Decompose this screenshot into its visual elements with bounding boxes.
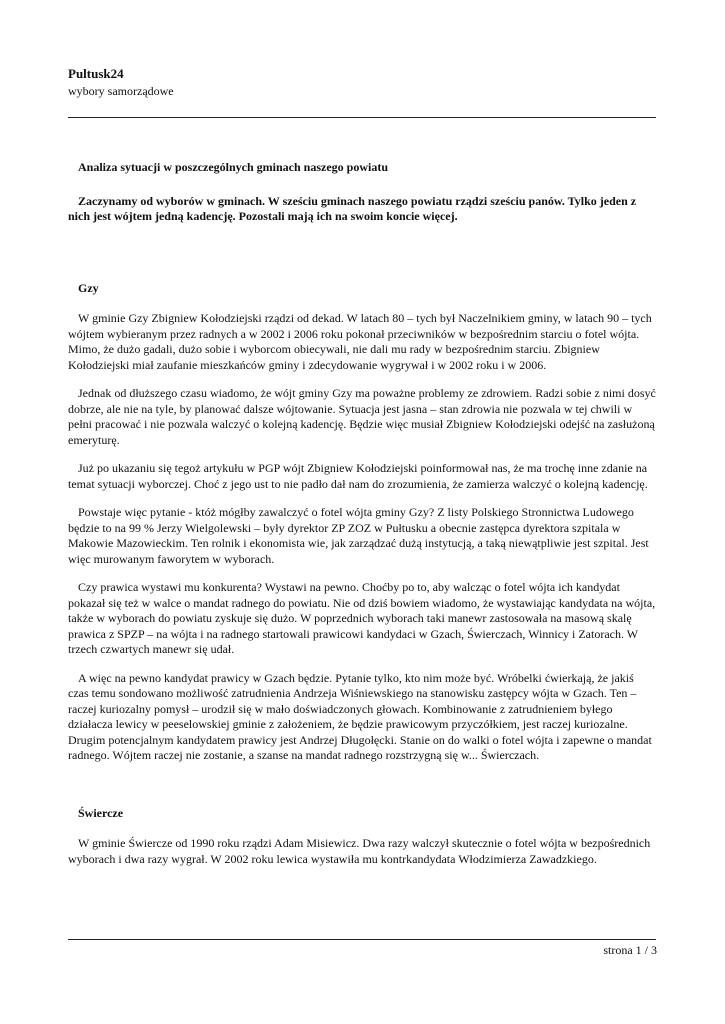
paragraph: W gminie Gzy Zbigniew Kołodziejski rządzi od dekad. W latach 80 – tych był Naczelnikiem gminy, w latach 90 – tych wójtem wybieranym przez radnych a w 2002 i 2006 roku pokonał przeciwników w bezpośrednim starciu o fotel wójta. Mimo, że dużo gadali, dużo sobie i wyborcom obiecywali, nie dali mu rady w bezpośrednim starciu. Zbigniew Kołodziejski miał zaufanie mieszkańców gminy i zdecydowanie wygrywał i w 2002 roku i w 2006. xyxy=(68,311,652,372)
paragraph: Jednak od dłuższego czasu wiadomo, że wójt gminy Gzy ma poważne problemy ze zdrowiem. Radzi sobie z nimi dosyć dobrze, ale nie na tyle, by planować dalsze wójtowanie. Sytuacja jest jasna – stan zdrowia nie pozwala w tej chwili w pełni pracować i nie pozwala walczyć o kolejną kadencję. Będzie więc musiał Zbigniew Kołodziejski odejść na zasłużoną emeryturę. xyxy=(68,386,656,447)
page-number: strona 1 / 3 xyxy=(603,943,657,957)
paragraph: Powstaje więc pytanie - któż mógłby zawalczyć o fotel wójta gminy Gzy? Z listy Polskiego Stronnictwa Ludowego będzie to na 99 % Jerzy Wielgolewski – były dyrektor ZP ZOZ w Pułtusku a obecnie zastępca dyrektora szpitala w Makowie Mazowieckim. Ten rolnik i ekonomista wie, jak zarządzać dużą instytucją, a taką niewątpliwie jest szpital. Jest więc murowanym faworytem w wyborach. xyxy=(68,505,649,566)
paragraph: W gminie Świercze od 1990 roku rządzi Adam Misiewicz. Dwa razy walczył skutecznie o fotel wójta w bezpośrednich wyborach i dwa razy wygrał. W 2002 roku lewica wystawiła mu kontrkandydata Włodzimierza Zawadzkiego. xyxy=(68,836,651,866)
article-title: Analiza sytuacji w poszczególnych gminach naszego powiatu xyxy=(78,160,388,174)
site-subtitle: wybory samorządowe xyxy=(68,84,174,98)
footer-divider xyxy=(68,939,656,940)
site-title: Pultusk24 xyxy=(68,66,124,81)
section-heading-gzy: Gzy xyxy=(78,280,99,295)
page-header xyxy=(68,66,174,99)
section-heading-swiercze: Świercze xyxy=(78,805,124,820)
paragraph: Już po ukazaniu się tegoż artykułu w PGP wójt Zbigniew Kołodziejski poinformował nas, że ma trochę inne zdanie na temat sytuacji wyborczej. Choć z jego ust to nie padło dał nam do zrozumienia, że zamierza walczyć o kolejną kadencję. xyxy=(68,461,648,491)
paragraph: Czy prawica wystawi mu konkurenta? Wystawi na pewno. Choćby po to, aby walcząc o fotel wójta ich kandydat pokazał się też w walce o mandat radnego do powiatu. Nie od dziś bowiem wiadomo, że wystawiając kandydata na wójta, także w wyborach do powiatu zyskuje się dużo. W poprzednich wyborach taki manewr zastosowała na masową skalę prawica z SPZP – na wójta i na radnego startowali prawicowi kandydaci w Gzach, Świerczach, Winnicy i Zatorach. W trzech czwartych manewr się udał. xyxy=(68,580,656,656)
paragraph: A więc na pewno kandydat prawicy w Gzach będzie. Pytanie tylko, kto nim może być. Wróbelki ćwierkają, że jakiś czas temu sondowano możliwość zatrudnienia Andrzeja Wiśniewskiego na stanowisku zastępcy wójta w Gzach. Ten – raczej kuriozalny pomysł – urodził się w mało doświadczonych głowach. Kombinowanie z zatrudnieniem byłego działacza lewicy w peeselowskiej gminie z założeniem, że będzie prawicowym przyczółkiem, jest raczej kuriozalne. Drugim potencjalnym kandydatem prawicy jest Andrzej Długołęcki. Stanie on do walki o fotel wójta i zapewne o mandat radnego. Wójtem raczej nie zostanie, a szanse na mandat radnego rozstrzygną się w... Świerczach. xyxy=(68,670,652,762)
header-divider xyxy=(68,117,656,118)
article-lead: Zaczynamy od wyborów w gminach. W sześciu gminach naszego powiatu rządzi sześciu panów. Tylko jeden z nich jest wójtem jedną kadencję. Pozostali mają ich na swoim koncie więcej. xyxy=(68,193,637,223)
article-body xyxy=(68,160,656,867)
